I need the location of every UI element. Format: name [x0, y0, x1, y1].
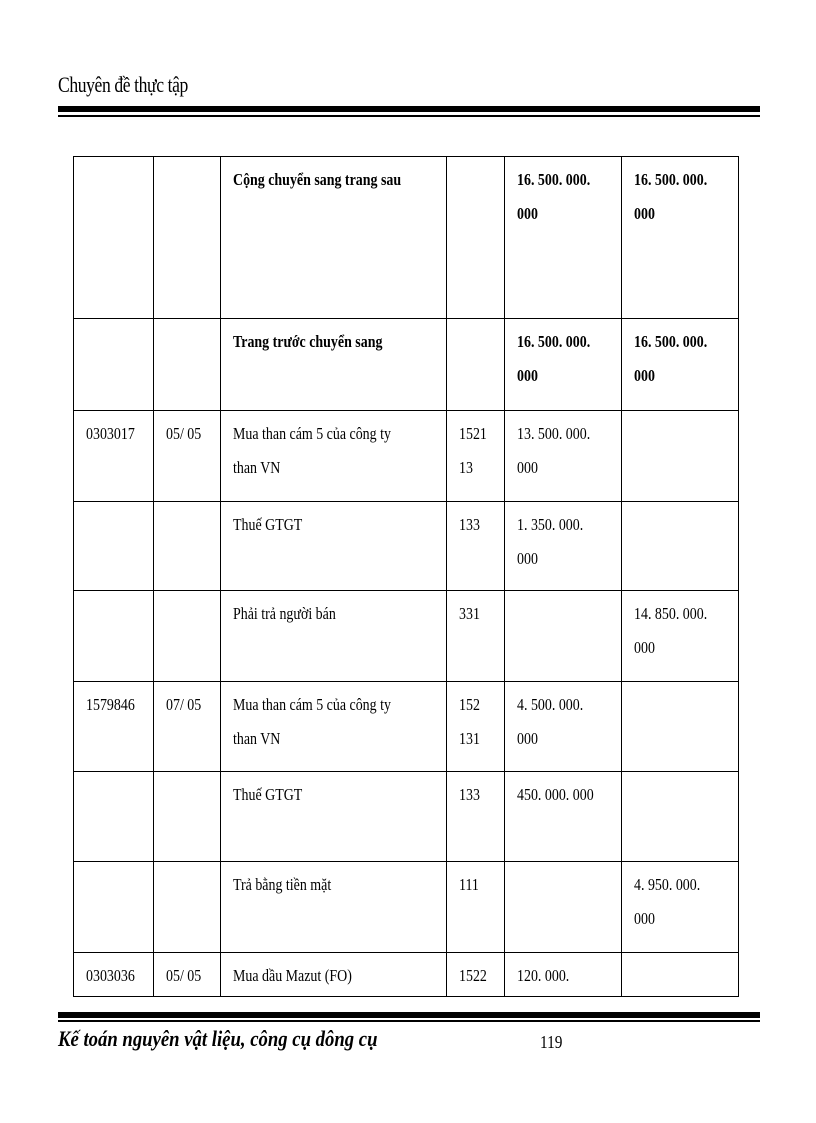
debit-cell: 450. 000. 000: [505, 772, 622, 862]
footer-rule-thin: [58, 1020, 760, 1022]
doc-number-cell: [74, 862, 154, 953]
doc-date-cell: [154, 157, 221, 319]
description-cell: Mua dầu Mazut (FO): [221, 953, 447, 997]
table-row: [74, 772, 739, 862]
debit-cell: 16. 500. 000. 000: [505, 157, 622, 319]
description-cell: Mua than cám 5 của công ty than VN: [221, 411, 447, 502]
table-row: [74, 591, 739, 682]
doc-number-cell: [74, 772, 154, 862]
account-cell: 152 131: [447, 682, 505, 772]
description-cell: Phải trả người bán: [221, 591, 447, 682]
credit-cell: [622, 953, 739, 997]
doc-number-cell: [74, 157, 154, 319]
table-row: [74, 502, 739, 591]
header-rule-thick: [58, 106, 760, 112]
account-cell: [447, 319, 505, 411]
doc-number-cell: [74, 591, 154, 682]
doc-date-cell: [154, 319, 221, 411]
doc-number-cell: [74, 502, 154, 591]
debit-cell: [505, 862, 622, 953]
description-cell: Cộng chuyển sang trang sau: [221, 157, 447, 319]
doc-date-cell: 05/ 05: [154, 953, 221, 997]
debit-cell: 1. 350. 000. 000: [505, 502, 622, 591]
doc-date-cell: [154, 772, 221, 862]
debit-cell: 16. 500. 000. 000: [505, 319, 622, 411]
description-cell: Trang trước chuyển sang: [221, 319, 447, 411]
description-cell: Mua than cám 5 của công ty than VN: [221, 682, 447, 772]
doc-date-cell: [154, 591, 221, 682]
table-row: [74, 862, 739, 953]
credit-cell: 4. 950. 000. 000: [622, 862, 739, 953]
doc-number-cell: 1579846: [74, 682, 154, 772]
footer-title: Kế toán nguyên vật liệu, công cụ dông cụ: [58, 1026, 378, 1051]
credit-cell: [622, 772, 739, 862]
description-cell: Thuế GTGT: [221, 502, 447, 591]
table-row: [74, 682, 739, 772]
credit-cell: 16. 500. 000. 000: [622, 157, 739, 319]
doc-number-cell: [74, 319, 154, 411]
doc-date-cell: 05/ 05: [154, 411, 221, 502]
credit-cell: [622, 411, 739, 502]
account-cell: [447, 157, 505, 319]
credit-cell: 16. 500. 000. 000: [622, 319, 739, 411]
credit-cell: [622, 682, 739, 772]
doc-number-cell: 0303036: [74, 953, 154, 997]
account-cell: 133: [447, 502, 505, 591]
account-cell: 1522: [447, 953, 505, 997]
table-row: [74, 319, 739, 411]
ledger-body: [74, 157, 739, 997]
description-cell: Thuế GTGT: [221, 772, 447, 862]
doc-number-cell: 0303017: [74, 411, 154, 502]
debit-cell: 13. 500. 000. 000: [505, 411, 622, 502]
table-row: [74, 953, 739, 997]
debit-cell: 4. 500. 000. 000: [505, 682, 622, 772]
credit-cell: 14. 850. 000. 000: [622, 591, 739, 682]
header-rule-thin: [58, 115, 760, 117]
page-number: 119: [540, 1032, 563, 1052]
description-cell: Trả bằng tiền mặt: [221, 862, 447, 953]
credit-cell: [622, 502, 739, 591]
ledger-table: [73, 156, 739, 997]
doc-date-cell: 07/ 05: [154, 682, 221, 772]
doc-date-cell: [154, 862, 221, 953]
account-cell: 1521 13: [447, 411, 505, 502]
doc-date-cell: [154, 502, 221, 591]
footer-rule-thick: [58, 1012, 760, 1018]
account-cell: 133: [447, 772, 505, 862]
account-cell: 111: [447, 862, 505, 953]
debit-cell: [505, 591, 622, 682]
account-cell: 331: [447, 591, 505, 682]
table-row: [74, 411, 739, 502]
page-header-title: Chuyên đề thực tập: [58, 72, 188, 97]
debit-cell: 120. 000.: [505, 953, 622, 997]
table-row: [74, 157, 739, 319]
